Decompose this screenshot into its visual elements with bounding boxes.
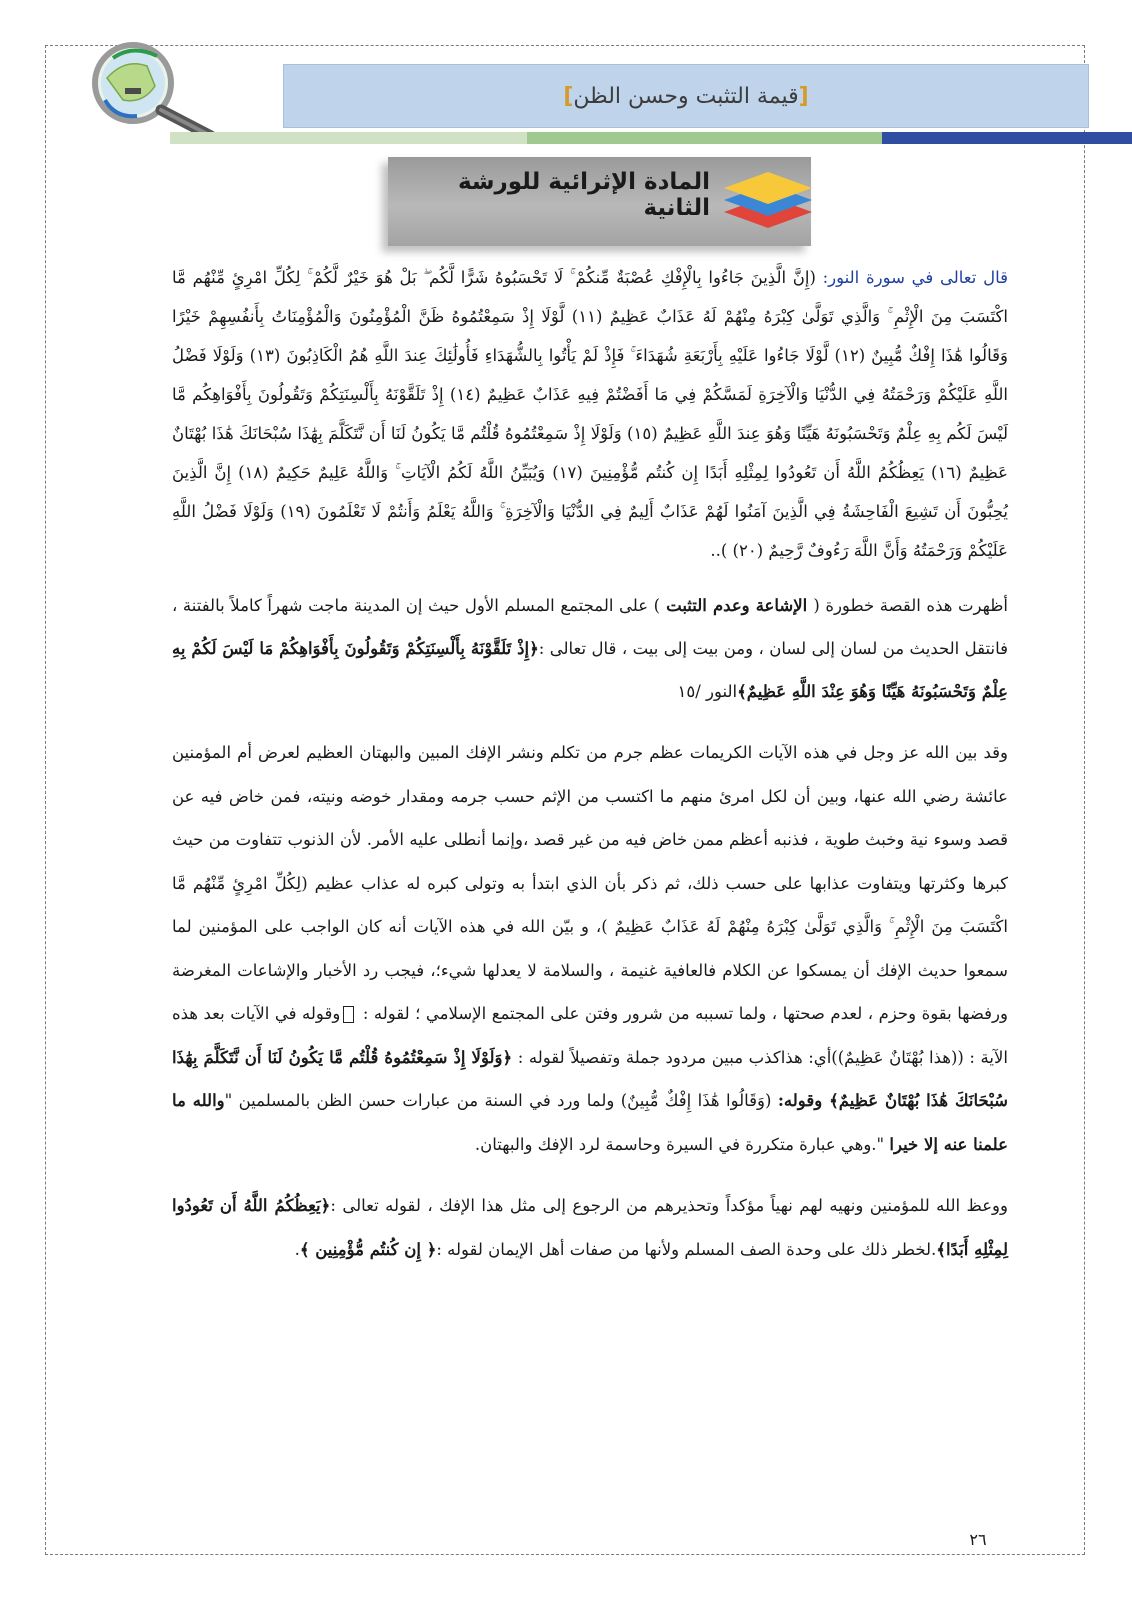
- page-title: [283, 64, 1089, 128]
- bold-verse: ﴿ إِن كُنتُم مُّؤْمِنِين ﴾: [299, 1240, 437, 1259]
- section-banner-title: المادة الإثرائية للورشة الثانية: [457, 169, 710, 221]
- text-run: ) على المجتمع المسلم الأول حيث إن المدينة ماجت شهراً كاملاً بالفتنة ، فانتقل الحديث من لسان إلى لسان ، ومن بيت إلى بيت ، قال تعالى :: [172, 596, 1008, 658]
- missing-glyph-box: [343, 1006, 354, 1023]
- text-run: ".وهي عبارة متكررة في السيرة وحاسمة لرد الإفك والبهتان.: [474, 1134, 890, 1154]
- title-text: قيمة التثبت وحسن الظن: [573, 83, 799, 109]
- text-run: وقد بين الله عز وجل في هذه الآيات الكريمات عظم جرم من تكلم ونشر الإفك المبين والبهتان العظيم لعرض أم المؤمنين عائشة رضي الله عنها، وبين أن لكل امرئ منهم ما اكتسب من الإثم حسب جرمه ومقدار خوضه ونيته، فمن خاض فيه عن قصد وسوء نية وخبث طوية ، فذنبه أعظم ممن خاض فيه من غير قصد ،وإنما أنطلى عليه الأمر. لأن الذنوب تتفاوت من حيث كبرها وكثرتها ويتفاوت عذابها على حسب ذلك، ثم ذكر بأن الذي ابتدأ به وتولى كبره له عذاب عظيم (لِكُلِّ امْرِئٍ مِّنْهُم مَّا اكْتَسَبَ مِنَ الْإِثْمِ ۚ وَالَّذِي تَوَلَّىٰ كِبْرَهُ مِنْهُمْ لَهُ عَذَابٌ عَظِيمٌ )، و بيّن الله في هذه الآيات أنه كان الواجب على المؤمنين لما سمعوا حديث الإفك أن يمسكوا عن الكلام فالعافية غنيمة ، والسلامة لا يعدلها شيء؛، فيجب رد الأخبار والإشاعات المغرضة ورفضها بقوة وحزم ، لعدم صحتها ، ولما تسببه من شرور وفتن على المجتمع الإسلامي ؛ لقوله :: [172, 743, 1008, 1023]
- layers-icon: [718, 162, 818, 240]
- quran-paragraph: [172, 258, 1008, 570]
- text-run: ووعظ الله للمؤمنين ونهيه لهم نهياً مؤكداً وتحذيرهم من الرجوع إلى مثل هذا الإفك ، لقوله تعالى :: [330, 1196, 1008, 1215]
- bold-run: وقوله:: [777, 1091, 830, 1110]
- verse-reference: النور /١٥: [677, 682, 738, 701]
- bold-quote: والله ما علمنا عنه إلا خيرا: [172, 1091, 1008, 1154]
- admonition-paragraph: [172, 1184, 1008, 1272]
- header-stripe-blue: [882, 132, 1132, 144]
- page-number: ٢٦: [969, 1530, 987, 1549]
- title-bracket-open: [: [798, 83, 809, 109]
- bold-verse: ﴿وَلَوْلَا إِذْ سَمِعْتُمُوهُ قُلْتُم مَّا يَكُونُ لَنَا أَن نَّتَكَلَّمَ بِهَٰذَا سُبْحَانَكَ هَٰذَا بُهْتَانٌ عَظِيمٌ﴾: [172, 1047, 1008, 1110]
- header-stripe-green: [527, 132, 882, 144]
- bold-verse: ﴿يَعِظُكُمُ اللَّهُ أَن تَعُودُوا لِمِثْلِهِ أَبَدًا﴾: [172, 1196, 1008, 1259]
- magnifier-globe-logo: [85, 38, 225, 143]
- title-bracket-close: ]: [563, 83, 574, 109]
- explanation-paragraph: [172, 731, 1008, 1166]
- rumor-paragraph: [172, 584, 1008, 713]
- text-run: أظهرت هذه القصة خطورة (: [813, 596, 1008, 615]
- verse-intro: قال تعالى في سورة النور:: [822, 268, 1008, 287]
- text-run: .: [294, 1240, 300, 1259]
- bold-run: الإشاعة وعدم التثبت: [660, 596, 814, 615]
- verses-text: (إِنَّ الَّذِينَ جَاءُوا بِالْإِفْكِ عُصْبَةٌ مِّنكُمْ ۚ لَا تَحْسَبُوهُ شَرًّا لَّكُم ۖ بَلْ هُوَ خَيْرٌ لَّكُمْ ۚ لِكُلِّ امْرِئٍ مِّنْهُم مَّا اكْتَسَبَ مِنَ الْإِثْمِ ۚ وَالَّذِي تَوَلَّىٰ كِبْرَهُ مِنْهُمْ لَهُ عَذَابٌ عَظِيمٌ (١١) لَّوْلَا إِذْ سَمِعْتُمُوهُ ظَنَّ الْمُؤْمِنُونَ وَالْمُؤْمِنَاتُ بِأَنفُسِهِمْ خَيْرًا وَقَالُوا هَٰذَا إِفْكٌ مُّبِينٌ (١٢) لَّوْلَا جَاءُوا عَلَيْهِ بِأَرْبَعَةِ شُهَدَاءَ ۚ فَإِذْ لَمْ يَأْتُوا بِالشُّهَدَاءِ فَأُولَٰئِكَ عِندَ اللَّهِ هُمُ الْكَاذِبُونَ (١٣) وَلَوْلَا فَضْلُ اللَّهِ عَلَيْكُمْ وَرَحْمَتُهُ فِي الدُّنْيَا وَالْآخِرَةِ لَمَسَّكُمْ فِي مَا أَفَضْتُمْ فِيهِ عَذَابٌ عَظِيمٌ (١٤) إِذْ تَلَقَّوْنَهُ بِأَلْسِنَتِكُمْ وَتَقُولُونَ بِأَفْوَاهِكُم مَّا لَيْسَ لَكُم بِهِ عِلْمٌ وَتَحْسَبُونَهُ هَيِّنًا وَهُوَ عِندَ اللَّهِ عَظِيمٌ (١٥) وَلَوْلَا إِذْ سَمِعْتُمُوهُ قُلْتُم مَّا يَكُونُ لَنَا أَن نَّتَكَلَّمَ بِهَٰذَا سُبْحَانَكَ هَٰذَا بُهْتَانٌ عَظِيمٌ (١٦) يَعِظُكُمُ اللَّهُ أَن تَعُودُوا لِمِثْلِهِ أَبَدًا إِن كُنتُم مُّؤْمِنِينَ (١٧) وَيُبَيِّنُ اللَّهُ لَكُمُ الْآيَاتِ ۚ وَاللَّهُ عَلِيمٌ حَكِيمٌ (١٨) إِنَّ الَّذِينَ يُحِبُّونَ أَن تَشِيعَ الْفَاحِشَةُ فِي الَّذِينَ آمَنُوا لَهُمْ عَذَابٌ أَلِيمٌ فِي الدُّنْيَا وَالْآخِرَةِ ۚ وَاللَّهُ يَعْلَمُ وَأَنتُمْ لَا تَعْلَمُونَ (١٩) وَلَوْلَا فَضْلُ اللَّهِ عَلَيْكُمْ وَرَحْمَتُهُ وَأَنَّ اللَّهَ رَءُوفٌ رَّحِيمٌ (٢٠) )..: [172, 268, 1009, 560]
- text-run: .لخطر ذلك على وحدة الصف المسلم ولأنها من صفات أهل الإيمان لقوله :: [436, 1240, 937, 1259]
- header-stripe-light-green: [170, 132, 527, 144]
- text-run: (وَقَالُوا هَٰذَا إِفْكٌ مُّبِينٌ) ولما ورد في السنة من عبارات حسن الظن بالمسلمين ": [224, 1091, 778, 1110]
- main-content: [172, 258, 1008, 1272]
- text-run: وقوله في الآيات بعد هذه الآية : ((هذا بُهْتَانٌ عَظِيمٌ))أي: هذاكذب مبين مردود جملة وتفصيلاً لقوله :: [172, 1004, 1008, 1067]
- bold-verse: ﴿إِذْ تَلَقَّوْنَهُ بِأَلْسِنَتِكُمْ وَتَقُولُونَ بِأَفْوَاهِكُمْ مَا لَيْسَ لَكُمْ بِهِ عِلْمٌ وَتَحْسَبُونَهُ هَيِّنًا وَهُوَ عِنْدَ اللَّهِ عَظِيمٌ﴾: [172, 639, 1008, 701]
